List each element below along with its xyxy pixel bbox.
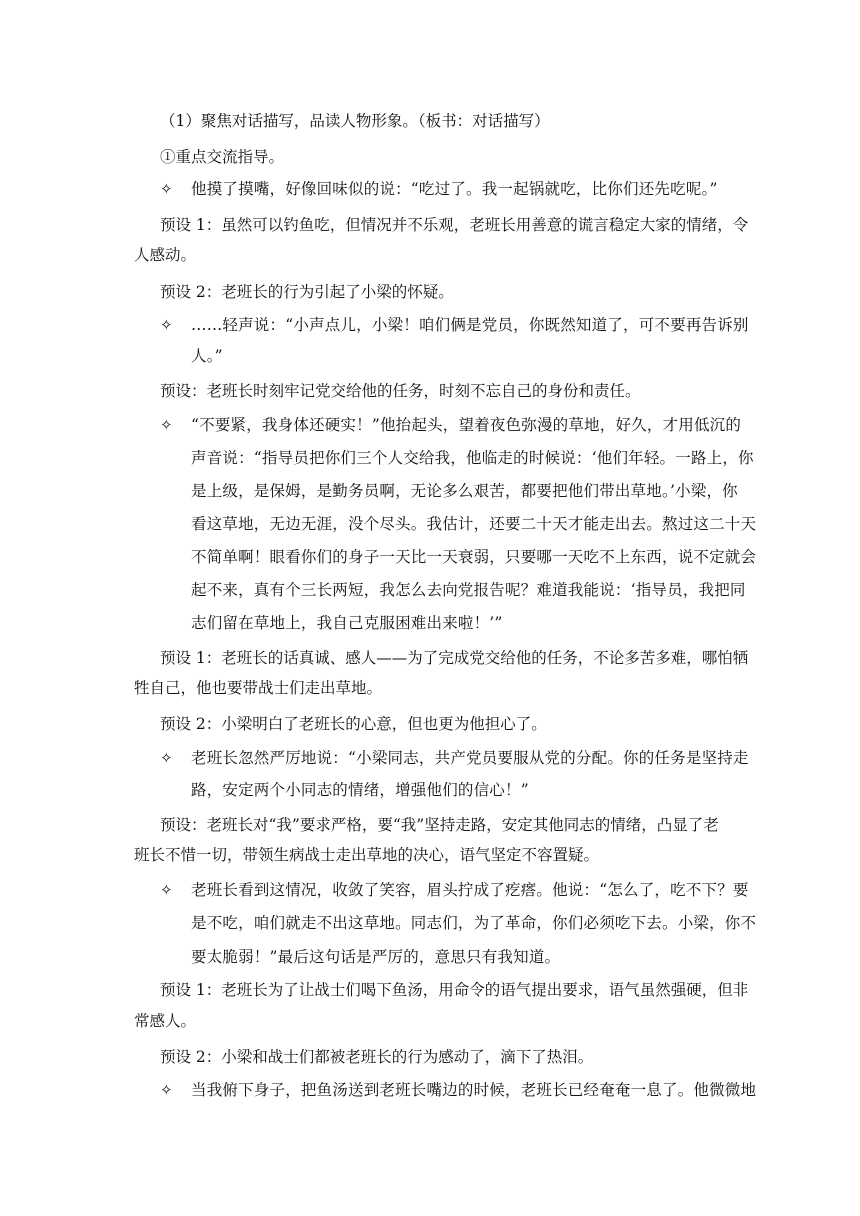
quote-line: 志们留在草地上，我自己克服困难出来啦！’” — [191, 614, 503, 632]
quote-line: 他摸了摸嘴，好像回味似的说：“吃过了。我一起锅就吃，比你们还先吃呢。” — [191, 180, 718, 198]
diamond-bullet-icon: ✧ — [160, 881, 173, 899]
quote-line: 人。” — [191, 347, 223, 365]
quote-line: 要太脆弱！”最后这句话是严厉的，意思只有我知道。 — [191, 948, 561, 966]
quote-line: 路，安定两个小同志的情绪，增强他们的信心！” — [191, 781, 529, 799]
note-line: 预设 2：老班长的行为引起了小梁的怀疑。 — [160, 283, 454, 301]
quote-line: 老班长忽然严厉地说：“小梁同志，共产党员要服从党的分配。你的任务是坚持走 — [191, 749, 749, 767]
quote-line: ……轻声说：“小声点儿，小梁！咱们俩是党员，你既然知道了，可不要再告诉别 — [191, 316, 749, 334]
quote-line: 当我俯下身子，把鱼汤送到老班长嘴边的时候，老班长已经奄奄一息了。他微微地 — [191, 1081, 757, 1099]
quote-line: 是上级，是保姆，是勤务员啊，无论多么艰苦，都要把他们带出草地。’小梁，你 — [191, 482, 738, 500]
quote-line: 起不来，真有个三长两短，我怎么去向党报告呢？难道我能说：‘指导员，我把同 — [191, 581, 746, 599]
diamond-bullet-icon: ✧ — [160, 749, 173, 767]
note-line: 班长不惜一切，带领生病战士走出草地的决心，语气坚定不容置疑。 — [134, 846, 600, 864]
diamond-bullet-icon: ✧ — [160, 416, 173, 434]
quote-line: 声音说：“指导员把你们三个人交给我，他临走的时候说：‘他们年轻。一路上，你 — [191, 449, 754, 467]
note-line: 牲自己，他也要带战士们走出草地。 — [134, 679, 383, 697]
note-line: 预设 2：小梁和战士们都被老班长的行为感动了，滴下了热泪。 — [160, 1048, 594, 1066]
quote-line: 老班长看到这情况，收敛了笑容，眉头拧成了疙瘩。他说：“怎么了，吃不下？要 — [191, 881, 749, 899]
note-line: 预设 1：老班长为了让战士们喝下鱼汤，用命令的语气提出要求，语气虽然强硬，但非 — [160, 981, 749, 999]
note-line: 预设：老班长对“我”要求严格，要“我”坚持走路，安定其他同志的情绪，凸显了老 — [160, 816, 719, 834]
quote-line: 是不吃，咱们就走不出这草地。同志们，为了革命，你们必须吃下去。小梁，你不 — [191, 914, 757, 932]
note-line: 人感动。 — [134, 246, 197, 264]
diamond-bullet-icon: ✧ — [160, 180, 173, 198]
note-line: 预设 1：虽然可以钓鱼吃，但情况并不乐观，老班长用善意的谎言稳定大家的情绪，令 — [160, 216, 749, 234]
diamond-bullet-icon: ✧ — [160, 1081, 173, 1099]
guidance-label: ①重点交流指导。 — [160, 148, 285, 166]
section-heading: （1）聚焦对话描写，品读人物形象。（板书：对话描写） — [160, 112, 550, 130]
note-line: 预设 1：老班长的话真诚、感人——为了完成党交给他的任务，不论多苦多难，哪怕牺 — [160, 649, 749, 667]
quote-line: “不要紧，我身体还硬实！”他抬起头，望着夜色弥漫的草地，好久，才用低沉的 — [191, 416, 742, 434]
note-line: 常感人。 — [134, 1012, 197, 1030]
note-line: 预设 2：小梁明白了老班长的心意，但也更为他担心了。 — [160, 715, 547, 733]
quote-line: 不简单啊！眼看你们的身子一天比一天衰弱，只要哪一天吃不上东西，说不定就会 — [191, 548, 757, 566]
diamond-bullet-icon: ✧ — [160, 316, 173, 334]
quote-line: 看这草地，无边无涯，没个尽头。我估计，还要二十天才能走出去。熬过这二十天 — [191, 515, 757, 533]
note-line: 预设：老班长时刻牢记党交给他的任务，时刻不忘自己的身份和责任。 — [160, 382, 641, 400]
